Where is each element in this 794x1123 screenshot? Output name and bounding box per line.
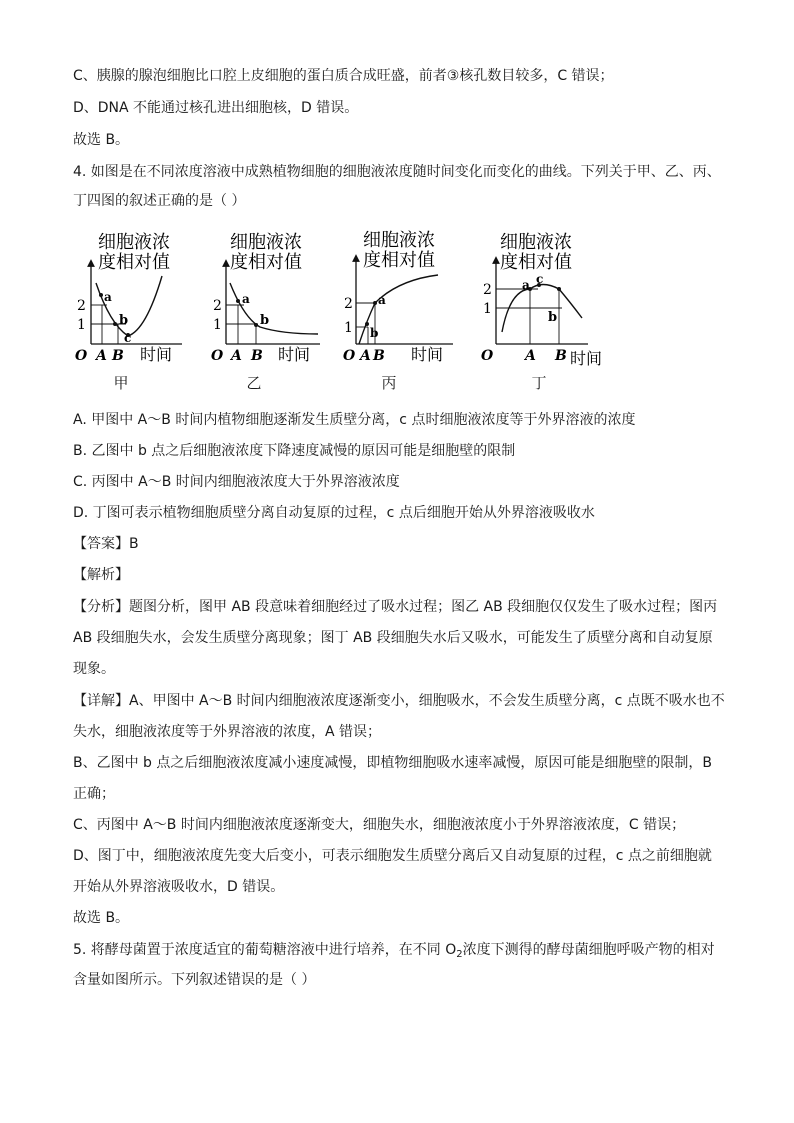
x-tick-label: A — [525, 348, 536, 364]
detail-line: 失水，细胞液浓度等于外界溶液的浓度，A 错误； — [73, 724, 382, 740]
option-a: A. 甲图中 A～B 时间内植物细胞逐渐发生质壁分离，c 点时细胞液浓度等于外界溶液的浓度 — [73, 412, 636, 428]
y-axis-title: 度相对值 — [500, 252, 572, 273]
detail-line: C、丙图中 A～B 时间内细胞液浓度逐渐变大，细胞失水，细胞液浓度小于外界溶液浓度，C 错误； — [73, 817, 686, 833]
origin-label: O — [75, 348, 88, 364]
label-b: b — [370, 326, 379, 340]
y-axis-title: 度相对值 — [363, 250, 435, 271]
y-tick-label: 2 — [213, 298, 222, 314]
y-tick-label: 1 — [344, 320, 353, 336]
question-4-stem: 丁四图的叙述正确的是（ ） — [73, 193, 246, 209]
text-line: 故选 B。 — [73, 132, 130, 148]
question-4-stem: 4. 如图是在不同浓度溶液中成熟植物细胞的细胞液浓度随时间变化而变化的曲线。下列关于甲、乙、丙、 — [73, 164, 721, 180]
analysis-line: AB 段细胞失水，会发生质壁分离现象；图丁 AB 段细胞失水后又吸水，可能发生了质壁分离和自动复原 — [73, 630, 713, 646]
curve — [230, 283, 318, 334]
text-line: D、DNA 不能通过核孔进出细胞核，D 错误。 — [73, 100, 359, 116]
y-axis-title: 度相对值 — [230, 252, 302, 273]
detail-line: 正确； — [73, 786, 115, 802]
text-line: C、胰腺的腺泡细胞比口腔上皮细胞的蛋白质合成旺盛，前者③核孔数目较多，C 错误； — [73, 68, 614, 84]
point-a — [373, 301, 377, 305]
point-b — [113, 322, 117, 326]
x-tick-label: B — [251, 348, 263, 364]
analysis-line: 现象。 — [73, 661, 115, 677]
curve — [96, 276, 162, 336]
origin-label: O — [343, 348, 356, 364]
x-axis-title: 时间 — [570, 349, 603, 368]
y-axis-title: 细胞液浓 — [98, 232, 170, 253]
y-axis-title: 细胞液浓 — [363, 230, 435, 251]
y-axis-title: 度相对值 — [98, 252, 170, 273]
caption-ding: 丁 — [531, 374, 547, 392]
detail-line: D、图丁中，细胞液浓度先变大后变小，可表示细胞发生质壁分离后又自动复原的过程，c 点之前细胞就 — [73, 848, 712, 864]
answer-label: 【答案】B — [73, 536, 139, 552]
label-a: a — [104, 290, 112, 304]
x-tick-label: A — [360, 348, 371, 364]
x-axis-title: 时间 — [278, 345, 311, 364]
question-5-stem: 含量如图所示。下列叙述错误的是（ ） — [73, 972, 316, 988]
detail-line: 故选 B。 — [73, 910, 130, 926]
y-tick-label: 1 — [77, 317, 86, 333]
point-a — [236, 299, 240, 303]
label-b: b — [260, 313, 270, 328]
analysis-label: 【解析】 — [73, 567, 129, 583]
x-tick-label: A — [231, 348, 242, 364]
y-tick-label: 2 — [344, 296, 353, 312]
option-d: D. 丁图可表示植物细胞质壁分离自动复原的过程，c 点后细胞开始从外界溶液吸收水 — [73, 505, 595, 521]
q5-text: 浓度下测得的酵母菌细胞呼吸产物的相对 — [462, 942, 715, 958]
option-b: B. 乙图中 b 点之后细胞液浓度下降速度减慢的原因可能是细胞壁的限制 — [73, 443, 516, 459]
y-tick-label: 1 — [483, 301, 492, 317]
label-b: b — [548, 310, 558, 325]
caption-yi: 乙 — [246, 374, 262, 392]
y-tick-label: 1 — [213, 317, 222, 333]
x-tick-label: B — [373, 348, 385, 364]
point-b — [557, 287, 561, 291]
chart-yi — [210, 228, 322, 368]
caption-jia: 甲 — [113, 374, 129, 392]
q5-subscript: 2 — [456, 949, 463, 960]
label-a: a — [242, 292, 250, 306]
y-axis-title: 细胞液浓 — [500, 232, 572, 253]
x-tick-label: B — [555, 348, 567, 364]
chart-jia — [74, 228, 184, 368]
x-tick-label: B — [112, 348, 124, 364]
q5-text: 5. 将酵母菌置于浓度适宜的葡萄糖溶液中进行培养，在不同 O — [73, 942, 457, 958]
point-b — [254, 323, 258, 327]
detail-line: B、乙图中 b 点之后细胞液浓度减小速度减慢，即植物细胞吸水速率减慢，原因可能是细胞壁的限制，B — [73, 755, 712, 771]
y-tick-label: 2 — [77, 298, 86, 314]
analysis-line: 【分析】题图分析，图甲 AB 段意味着细胞经过了吸水过程；图乙 AB 段细胞仅仅发生了吸水过程；图丙 — [73, 599, 718, 615]
detail-line: 【详解】A、甲图中 A～B 时间内细胞液浓度逐渐变小，细胞吸水，不会发生质壁分离，c 点既不吸水也不 — [73, 693, 725, 709]
y-tick-label: 2 — [483, 282, 492, 298]
caption-bing: 丙 — [381, 374, 397, 392]
point-b — [365, 322, 369, 326]
label-c: c — [124, 331, 132, 345]
label-a: a — [378, 293, 386, 307]
point-a — [99, 293, 103, 297]
x-tick-label: A — [96, 348, 107, 364]
option-c: C. 丙图中 A～B 时间内细胞液浓度大于外界溶液浓度 — [73, 474, 400, 490]
label-c: c — [536, 272, 544, 286]
y-axis-title: 细胞液浓 — [230, 232, 302, 253]
chart-ding — [480, 228, 608, 370]
label-b: b — [119, 313, 129, 328]
chart-bing — [343, 228, 455, 368]
question-5-stem — [73, 940, 715, 965]
x-axis-title: 时间 — [411, 345, 444, 364]
origin-label: O — [211, 348, 224, 364]
origin-label: O — [481, 348, 494, 364]
x-axis-title: 时间 — [140, 345, 173, 364]
detail-line: 开始从外界溶液吸收水，D 错误。 — [73, 879, 285, 895]
label-a: a — [522, 278, 530, 292]
